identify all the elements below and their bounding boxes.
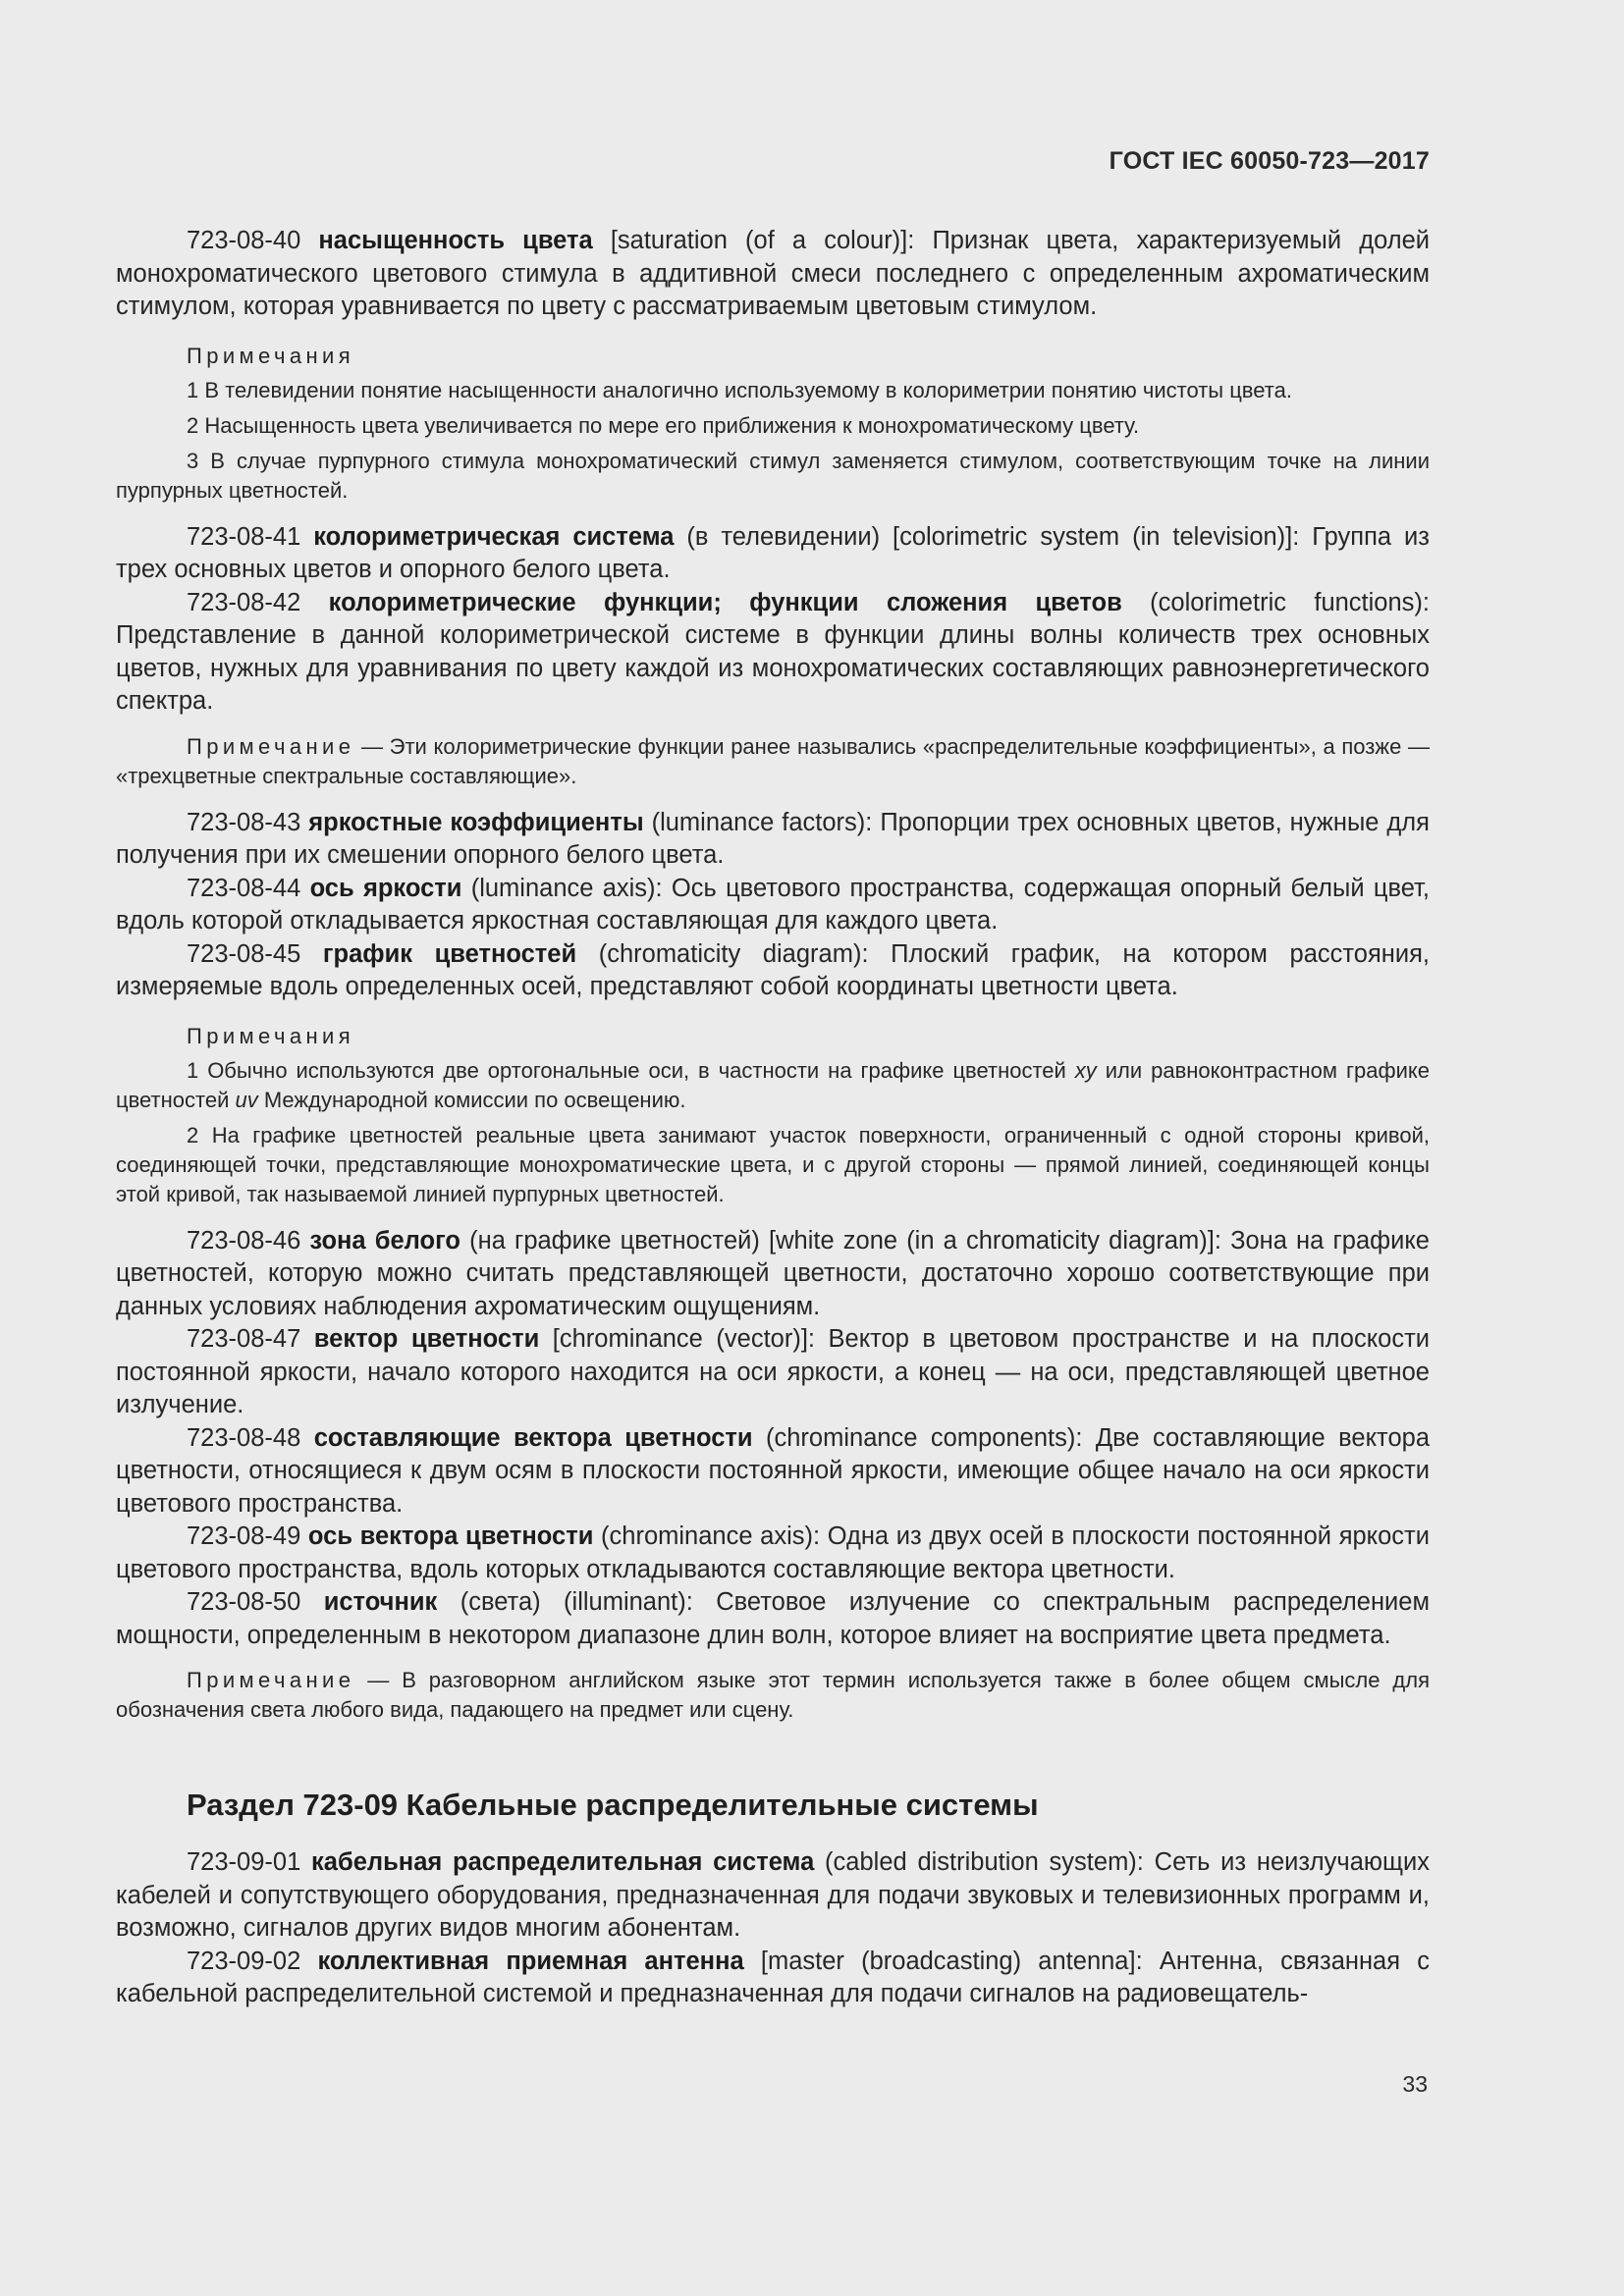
- term-name: колориметрическая система: [313, 522, 675, 551]
- term-name: зона белого: [309, 1226, 460, 1255]
- term-number: 723-08-48: [187, 1423, 301, 1452]
- note-label: Примечание: [187, 733, 355, 759]
- term-number: 723-08-43: [187, 808, 301, 836]
- note-item: [116, 1056, 1430, 1115]
- term-definition: (colorimetric functions): Представление в данной колориметрической системе в функции длины волны количеств трех основных цветов, нужных для уравнивания по цвету каждой из монохроматических составляющих равноэнергетического спектра.: [116, 588, 1431, 715]
- term-entry-723-08-42: [116, 587, 1430, 719]
- term-name: составляющие вектора цветности: [313, 1423, 753, 1452]
- term-entry-723-08-46: [116, 1225, 1430, 1324]
- term-definition: (света) (illuminant): Световое излучение со спектральным распределением мощности, определенным в некотором диапазоне длин волн, которое влияет на восприятие цвета предмета.: [116, 1588, 1430, 1649]
- note-item: [116, 1666, 1430, 1725]
- term-definition: (luminance axis): Ось цветового пространства, содержащая опорный белый цвет, вдоль которой откладывается яркостная составляющая для каждого цвета.: [116, 874, 1430, 934]
- note-item: 1 В телевидении понятие насыщенности аналогично используемому в колориметрии понятию чистоты цвета.: [187, 377, 1292, 402]
- term-entry-723-09-01: [116, 1846, 1430, 1946]
- term-name: насыщенность цвета: [318, 227, 593, 254]
- term-name: источник: [323, 1588, 438, 1616]
- note-text: или равноконтрастном графике цветностей: [116, 1057, 1430, 1112]
- term-entry-723-08-40: [116, 225, 1430, 324]
- term-entry-723-08-49: [116, 1521, 1430, 1586]
- note-item: 2 Насыщенность цвета увеличивается по мере его приближения к монохроматическому цвету.: [187, 412, 1140, 438]
- note-item: 2 На графике цветностей реальные цвета занимают участок поверхности, ограниченный с одной стороны кривой, соединяющей точки, представляющие монохроматические цвета, и с другой стороны — прямой линией, соединяющей концы этой кривой, так называемой линией пурпурных цветностей.: [116, 1122, 1430, 1206]
- term-entry-723-08-47: [116, 1323, 1430, 1422]
- note-symbol-uv: uv: [235, 1087, 258, 1112]
- note-symbol-xy: xy: [1074, 1057, 1097, 1083]
- note-text: — В разговорном английском языке этот термин используется также в более общем смысле для обозначения света любого вида, падающего на предмет или сцену.: [116, 1668, 1430, 1722]
- term-name: ось яркости: [309, 874, 462, 902]
- term-number: 723-08-45: [187, 939, 301, 968]
- term-name: кабельная распределительная система: [311, 1848, 815, 1876]
- term-definition: (в телевидении) [colorimetric system (in television)]: Группа из трех основных цветов и опорного белого цвета.: [116, 522, 1430, 583]
- term-name: вектор цветности: [313, 1325, 540, 1353]
- term-definition: (chromaticity diagram): Плоский график, на котором расстояния, измеряемые вдоль определенных осей, представляют собой координаты цветности цвета.: [116, 939, 1430, 1000]
- term-number: 723-08-44: [187, 874, 301, 902]
- term-definition: [chrominance (vector)]: Вектор в цветовом пространстве и на плоскости постоянной яркости, начало которого находится на оси яркости, а конец — на оси, представляющей цветное излучение.: [116, 1325, 1431, 1418]
- notes-heading: Примечания: [187, 343, 355, 368]
- note-label: Примечание: [187, 1668, 355, 1692]
- note-item: 3 В случае пурпурного стимула монохроматический стимул заменяется стимулом, соответствующим точке на линии пурпурных цветностей.: [116, 448, 1430, 503]
- term-name: яркостные коэффициенты: [308, 808, 644, 836]
- term-number: 723-08-42: [187, 588, 301, 616]
- term-number: 723-08-41: [187, 522, 301, 551]
- page-content: [116, 225, 1430, 2011]
- note-text: Международной комиссии по освещению.: [257, 1087, 686, 1112]
- term-definition: [saturation (of a colour)]: Признак цвета, характеризуемый долей монохроматического цветового стимула в аддитивной смеси последнего с определенным ахроматическим стимулом, которая уравнивается по цвету с рассматриваемым цветовым стимулом.: [116, 227, 1430, 320]
- term-entry-723-08-41: [116, 521, 1430, 587]
- term-definition: (luminance factors): Пропорции трех основных цветов, нужные для получения при их смешении опорного белого цвета.: [116, 808, 1430, 869]
- term-definition: (cabled distribution system): Сеть из неизлучающих кабелей и сопутствующего оборудования, предназначенная для подачи звуковых и телевизионных программ и, возможно, сигналов других видов многим абонентам.: [116, 1848, 1430, 1942]
- term-definition: (chrominance axis): Одна из двух осей в плоскости постоянной яркости цветового пространства, вдоль которых откладываются составляющие вектора цветности.: [116, 1522, 1430, 1583]
- term-definition: [master (broadcasting) antenna]: Антенна, связанная с кабельной распределительной системой и предназначенная для подачи сигналов на радиовещатель-: [116, 1947, 1430, 2007]
- standard-header: ГОСТ IEC 60050-723—2017: [1109, 147, 1430, 175]
- term-entry-723-08-45: [116, 938, 1430, 1004]
- term-definition: (на графике цветностей) [white zone (in a chromaticity diagram)]: Зона на графике цветностей, которую можно считать представляющей цветности, достаточно хорошо соответствующие при данных условиях наблюдения ахроматическим ощущениям.: [116, 1226, 1430, 1320]
- notes-heading: Примечания: [187, 1023, 355, 1048]
- term-entry-723-08-43: [116, 807, 1430, 873]
- term-entry-723-09-02: [116, 1946, 1430, 2011]
- note-item: [116, 732, 1430, 791]
- term-number: 723-08-40: [187, 227, 301, 254]
- note-text: — Эти колориметрические функции ранее назывались «распределительные коэффициенты», а позже — «трехцветные спектральные составляющие».: [116, 733, 1430, 788]
- term-name: коллективная приемная антенна: [317, 1947, 744, 1975]
- term-name: колориметрические функции; функции сложения цветов: [328, 588, 1122, 616]
- term-number: 723-08-47: [187, 1325, 301, 1353]
- term-entry-723-08-48: [116, 1422, 1430, 1522]
- term-number: 723-08-46: [187, 1226, 301, 1255]
- term-definition: (chrominance components): Две составляющие вектора цветности, относящиеся к двум осям в плоскости постоянной яркости, имеющие общее начало на оси яркости цветового пространства.: [116, 1423, 1430, 1518]
- note-text: 1 Обычно используются две ортогональные оси, в частности на графике цветностей: [187, 1057, 1075, 1083]
- term-number: 723-08-50: [187, 1588, 301, 1616]
- term-entry-723-08-44: [116, 873, 1430, 938]
- section-heading: Раздел 723-09 Кабельные распределительные системы: [187, 1788, 1039, 1822]
- term-number: 723-08-49: [187, 1522, 301, 1550]
- term-number: 723-09-01: [187, 1848, 301, 1876]
- page-number: 33: [1402, 2071, 1428, 2097]
- term-entry-723-08-50: [116, 1586, 1430, 1652]
- term-name: график цветностей: [322, 939, 577, 968]
- term-number: 723-09-02: [187, 1947, 301, 1975]
- term-name: ось вектора цветности: [307, 1522, 594, 1550]
